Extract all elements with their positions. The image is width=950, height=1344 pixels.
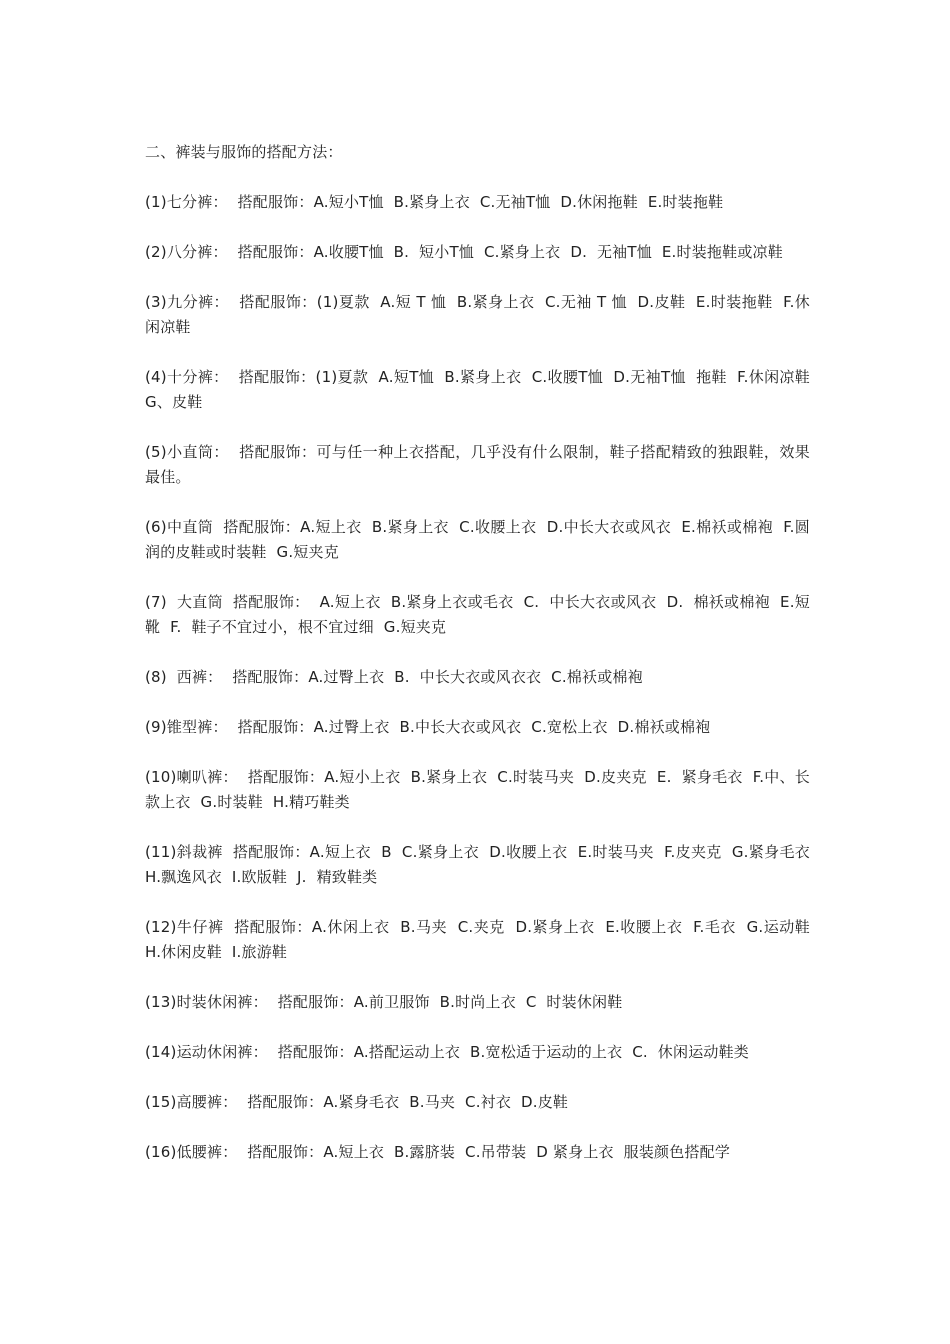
- list-item-5: (5)小直筒： 搭配服饰：可与任一种上衣搭配，几乎没有什么限制，鞋子搭配精致的独跟鞋，效果最佳。: [145, 443, 810, 486]
- list-item-2: (2)八分裤： 搭配服饰：A.收腰T恤 B. 短小T恤 C.紧身上衣 D. 无袖T恤 E.时装拖鞋或凉鞋: [145, 243, 783, 261]
- section-heading: 二、裤装与服饰的搭配方法：: [145, 143, 343, 161]
- list-item-10: (10)喇叭裤： 搭配服饰：A.短小上衣 B.紧身上衣 C.时装马夹 D.皮夹克 E. 紧身毛衣 F.中、长款上衣 G.时装鞋 H.精巧鞋类: [145, 768, 810, 811]
- list-item-13: (13)时装休闲裤： 搭配服饰：A.前卫服饰 B.时尚上衣 C 时装休闲鞋: [145, 993, 623, 1011]
- list-item-12: (12)牛仔裤 搭配服饰：A.休闲上衣 B.马夹 C.夹克 D.紧身上衣 E.收腰上衣 F.毛衣 G.运动鞋 H.休闲皮鞋 I.旅游鞋: [145, 918, 820, 961]
- list-item-6: (6)中直筒 搭配服饰：A.短上衣 B.紧身上衣 C.收腰上衣 D.中长大衣或风衣 E.棉袄或棉袍 F.圆润的皮鞋或时装鞋 G.短夹克: [145, 518, 810, 561]
- list-item-8: (8) 西裤： 搭配服饰：A.过臀上衣 B. 中长大衣或风衣衣 C.棉袄或棉袍: [145, 668, 643, 686]
- list-item-7: (7) 大直筒 搭配服饰： A.短上衣 B.紧身上衣或毛衣 C. 中长大衣或风衣 D. 棉袄或棉袍 E.短靴 F. 鞋子不宜过小，根不宜过细 G.短夹克: [145, 593, 810, 636]
- list-item-1: (1)七分裤： 搭配服饰：A.短小T恤 B.紧身上衣 C.无袖T恤 D.休闲拖鞋 E.时装拖鞋: [145, 193, 724, 211]
- list-item-11: (11)斜裁裤 搭配服饰：A.短上衣 B C.紧身上衣 D.收腰上衣 E.时装马夹 F.皮夹克 G.紧身毛衣 H.飘逸风衣 I.欧版鞋 J. 精致鞋类: [145, 843, 820, 886]
- document-body: [145, 140, 820, 1190]
- list-item-15: (15)高腰裤： 搭配服饰：A.紧身毛衣 B.马夹 C.衬衣 D.皮鞋: [145, 1093, 569, 1111]
- list-item-9: (9)锥型裤： 搭配服饰：A.过臀上衣 B.中长大衣或风衣 C.宽松上衣 D.棉袄或棉袍: [145, 718, 711, 736]
- list-item-4: (4)十分裤： 搭配服饰：(1)夏款 A.短T恤 B.紧身上衣 C.收腰T恤 D.无袖T恤 拖鞋 F.休闲凉鞋 G、皮鞋: [145, 368, 820, 411]
- list-item-3: (3)九分裤： 搭配服饰：(1)夏款 A.短 T 恤 B.紧身上衣 C.无袖 T 恤 D.皮鞋 E.时装拖鞋 F.休闲凉鞋: [145, 293, 810, 336]
- list-item-14: (14)运动休闲裤： 搭配服饰：A.搭配运动上衣 B.宽松适于运动的上衣 C. 休闲运动鞋类: [145, 1043, 750, 1061]
- list-item-16: (16)低腰裤： 搭配服饰：A.短上衣 B.露脐装 C.吊带装 D 紧身上衣 服装颜色搭配学: [145, 1143, 731, 1161]
